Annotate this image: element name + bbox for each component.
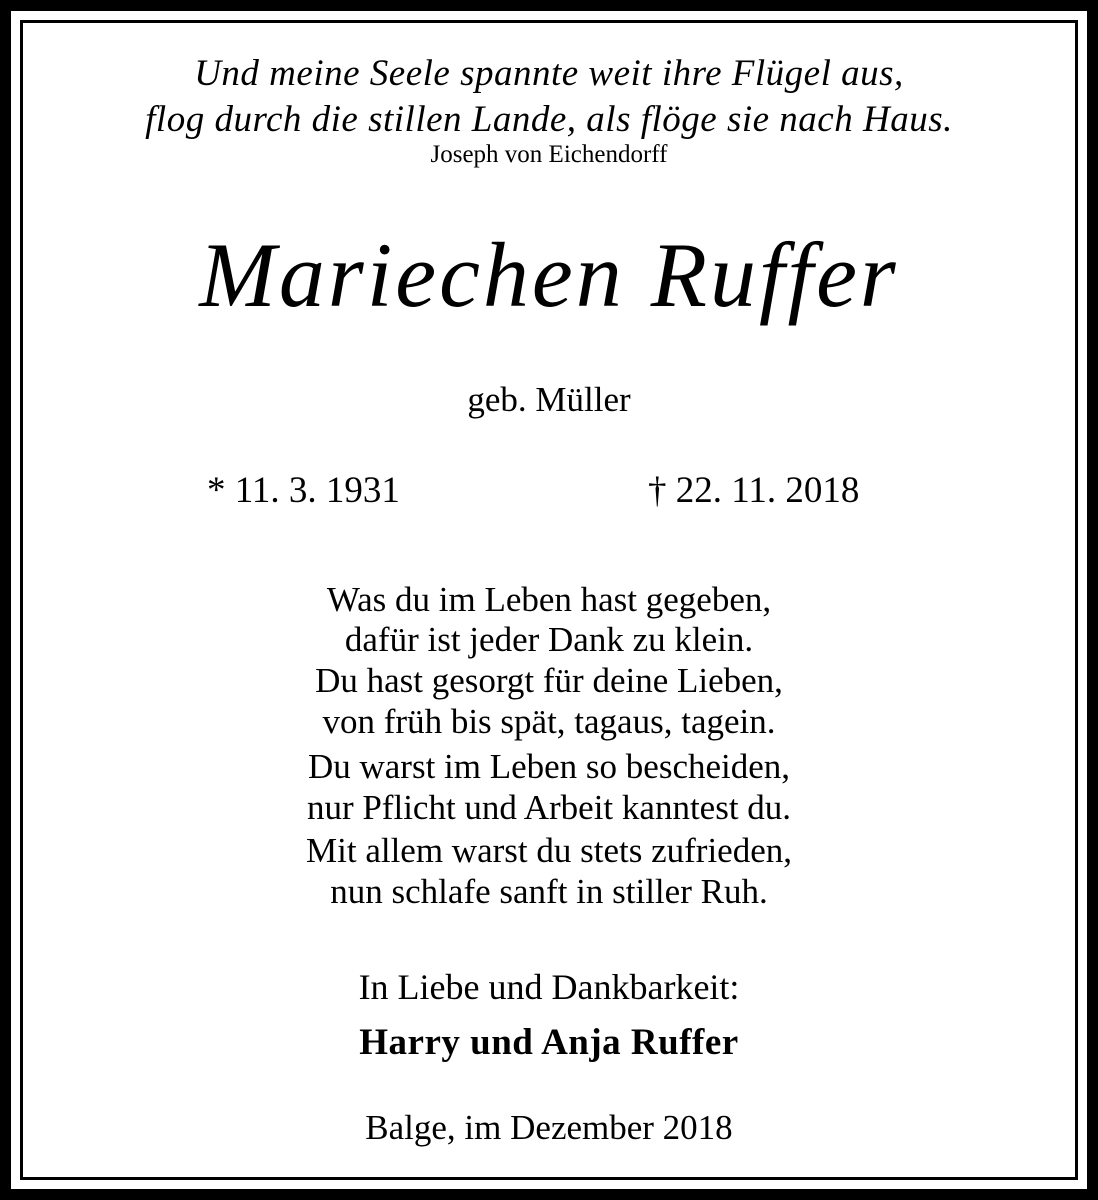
poem-line: Du hast gesorgt für deine Lieben, [315, 661, 783, 700]
birth-date: * 11. 3. 1931 [207, 470, 400, 511]
poem-line: nur Pflicht und Arbeit kanntest du. [306, 788, 792, 827]
poem-line: Du warst im Leben so bescheiden, [307, 747, 791, 786]
quote-line-2: flog durch die stillen Lande, als flöge sie nach Haus. [145, 99, 953, 140]
death-date: † 22. 11. 2018 [648, 470, 860, 511]
dedication: In Liebe und Dankbarkeit: [358, 967, 740, 1007]
signers: Harry und Anja Ruffer [359, 1022, 739, 1063]
place-date: Balge, im Dezember 2018 [365, 1108, 733, 1147]
birth-name: geb. Müller [467, 380, 631, 419]
quote-line-1: Und meine Seele spannte weit ihre Flügel aus, [194, 53, 904, 94]
poem-line: Was du im Leben hast gegeben, [326, 580, 772, 619]
deceased-name: Mariechen Ruffer [199, 224, 899, 326]
poem-line: nun schlafe sanft in stiller Ruh. [330, 872, 768, 911]
poem-line: Mit allem warst du stets zufrieden, [306, 831, 792, 870]
quote-author: Joseph von Eichendorff [430, 141, 668, 168]
poem-line: dafür ist jeder Dank zu klein. [344, 620, 754, 659]
poem-line: von früh bis spät, tagaus, tagein. [322, 702, 776, 741]
